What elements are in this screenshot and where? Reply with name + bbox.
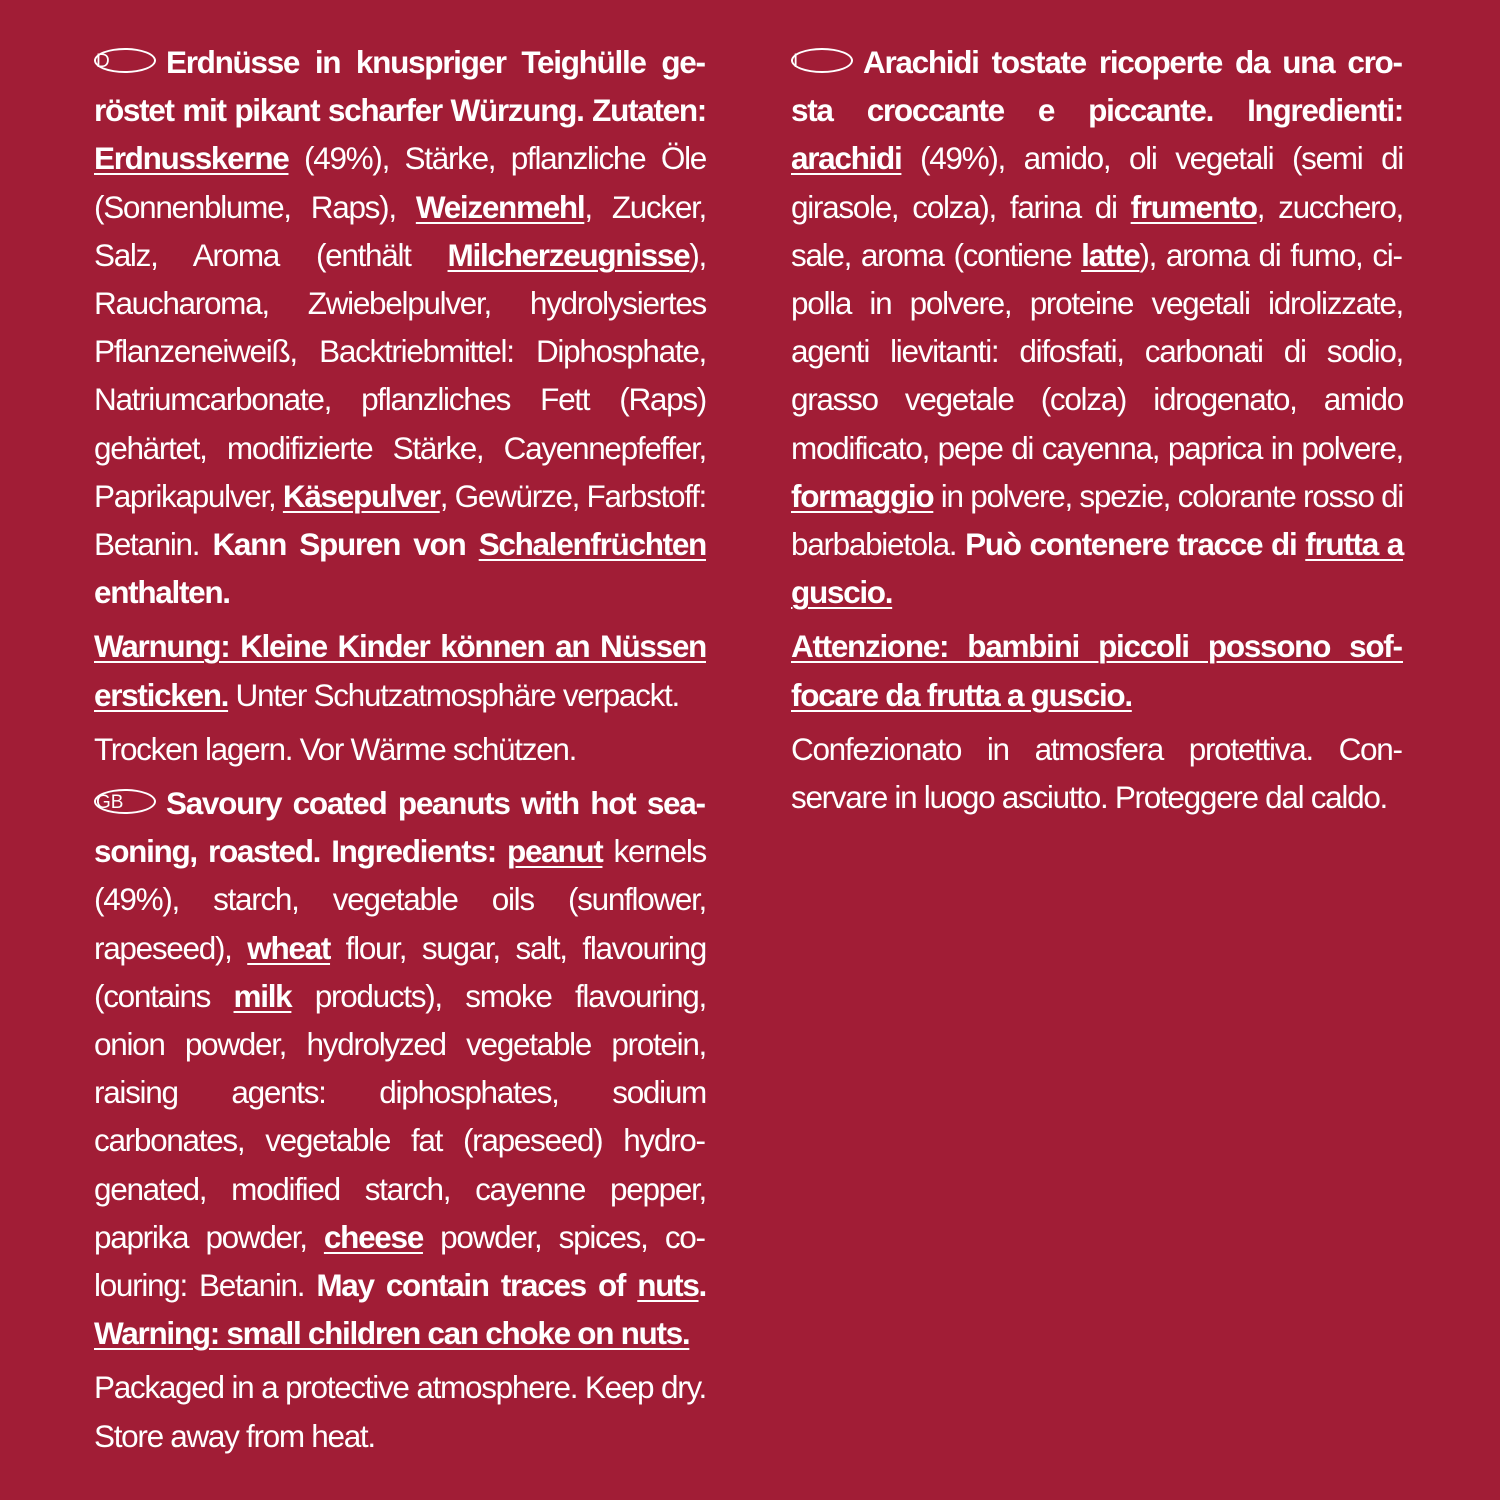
- body-text: flour, sugar, salt, flavouring (contains: [94, 929, 706, 1014]
- left-column: [94, 38, 706, 1466]
- body-text: Trocken lagern. Vor Wärme schützen.: [94, 730, 577, 767]
- highlighted-text: frutta a guscio.: [791, 526, 1404, 611]
- de-warning-paragraph: [94, 622, 706, 718]
- highlighted-text: milk: [233, 977, 292, 1014]
- it-ingredients-paragraph: [791, 38, 1403, 616]
- bold-text: Arachidi tostate ricoperte da una crosta croccante e piccante. Ingredienti:: [791, 44, 1403, 129]
- language-badge-de: D: [94, 48, 156, 73]
- body-text: ), Raucharoma, Zwiebelpulver, hydrolysiertes Pflanzeneiweiß, Backtriebmittel: Diphosphate, Natriumcarbonate, pflanzliches Fett (Raps) gehärtet, modifizierte Stärke, Cayennepfeffer, Paprikapulver,: [94, 236, 706, 514]
- de-ingredients-text: [94, 44, 706, 610]
- highlighted-text: wheat: [247, 929, 331, 966]
- body-text: Unter Schutzatmosphäre verpackt.: [228, 676, 679, 713]
- bold-text: Erdnüsse in knuspriger Teighülle geröstet mit pikant scharfer Würzung. Zutaten:: [94, 44, 706, 129]
- de-storage-paragraph: [94, 725, 706, 773]
- highlighted-text: cheese: [323, 1218, 423, 1255]
- highlighted-text: Warning: small children can choke on nuts.: [94, 1315, 690, 1352]
- highlighted-text: Weizenmehl: [415, 188, 585, 225]
- body-text: products), smoke flavouring, onion powder, hydrolyzed vegetable protein, raising agents: diphosphates, sodium carbonates, vegetable fat (rapeseed) hydrogenated, modified starch, cayenne pepper, paprika powder,: [94, 977, 706, 1255]
- body-text: Packaged in a protective atmosphere. Keep dry. Store away from heat.: [94, 1369, 706, 1454]
- body-text: (49%), amido, oli vegetali (semi di girasole, colza), farina di: [791, 140, 1403, 225]
- body-text: , Gewürze, Farbstoff: Betanin.: [94, 477, 706, 563]
- highlighted-text: Milcherzeugnisse: [447, 236, 690, 273]
- body-text: , zucchero, sale, aroma (contiene: [791, 188, 1403, 273]
- bold-text: Kann Spuren von: [212, 526, 479, 563]
- it-warning-paragraph: [791, 622, 1403, 718]
- body-text: powder, spices, colouring: Betanin.: [94, 1218, 706, 1304]
- it-storage-paragraph: [791, 725, 1403, 821]
- highlighted-text: latte: [1081, 236, 1140, 273]
- right-column: [791, 38, 1403, 827]
- bold-text: Può contenere tracce di: [965, 526, 1306, 563]
- body-text: Confezionato in atmosfera protettiva. Conservare in luogo asciutto. Proteggere dal caldo.: [791, 730, 1403, 816]
- highlighted-text: Käsepulver: [282, 477, 440, 514]
- gb-ingredients-text: [94, 785, 706, 1351]
- gb-storage-paragraph: [94, 1363, 706, 1459]
- body-text: (49%), Stärke, pflanzliche Öle (Sonnenblume, Raps),: [94, 140, 706, 225]
- it-ingredients-text: [791, 44, 1403, 610]
- language-badge-gb: GB: [94, 789, 156, 814]
- highlighted-text: Schalenfrüchten: [478, 526, 706, 563]
- body-text: kernels (49%), starch, vegetable oils (sunflower, rapeseed),: [94, 833, 706, 966]
- bold-text: May contain traces of: [316, 1267, 638, 1304]
- highlighted-text: formaggio: [791, 477, 934, 514]
- body-text: , Zucker, Salz, Aroma (enthält: [94, 188, 707, 273]
- bold-text: Savoury coated peanuts with hot seasoning, roasted. Ingredients:: [94, 785, 706, 870]
- language-badge-it: I: [791, 48, 853, 73]
- highlighted-text: Erdnusskerne: [94, 140, 289, 177]
- bold-text: .: [698, 1267, 706, 1304]
- highlighted-text: frumento: [1130, 188, 1257, 225]
- bold-text: enthalten.: [94, 574, 230, 611]
- highlighted-text: Warnung: Kleine Kinder können an Nüssen ersticken.: [94, 628, 706, 713]
- highlighted-text: arachidi: [791, 140, 902, 177]
- body-text: in polvere, spezie, colorante rosso di barbabietola.: [791, 477, 1403, 563]
- de-ingredients-paragraph: [94, 38, 706, 616]
- highlighted-text: peanut: [507, 833, 603, 870]
- highlighted-text: nuts: [637, 1267, 699, 1304]
- body-text: ), aroma di fumo, cipolla in polvere, proteine vegetali idrolizzate, agenti lievitanti: difosfati, carbonati di sodio, grasso vegetale (colza) idrogenato, amido modificato, pepe di cayenna, paprica in polvere,: [791, 236, 1403, 466]
- highlighted-text: Attenzione: bambini piccoli possono soffocare da frutta a guscio.: [791, 628, 1403, 713]
- gb-ingredients-paragraph: [94, 779, 706, 1357]
